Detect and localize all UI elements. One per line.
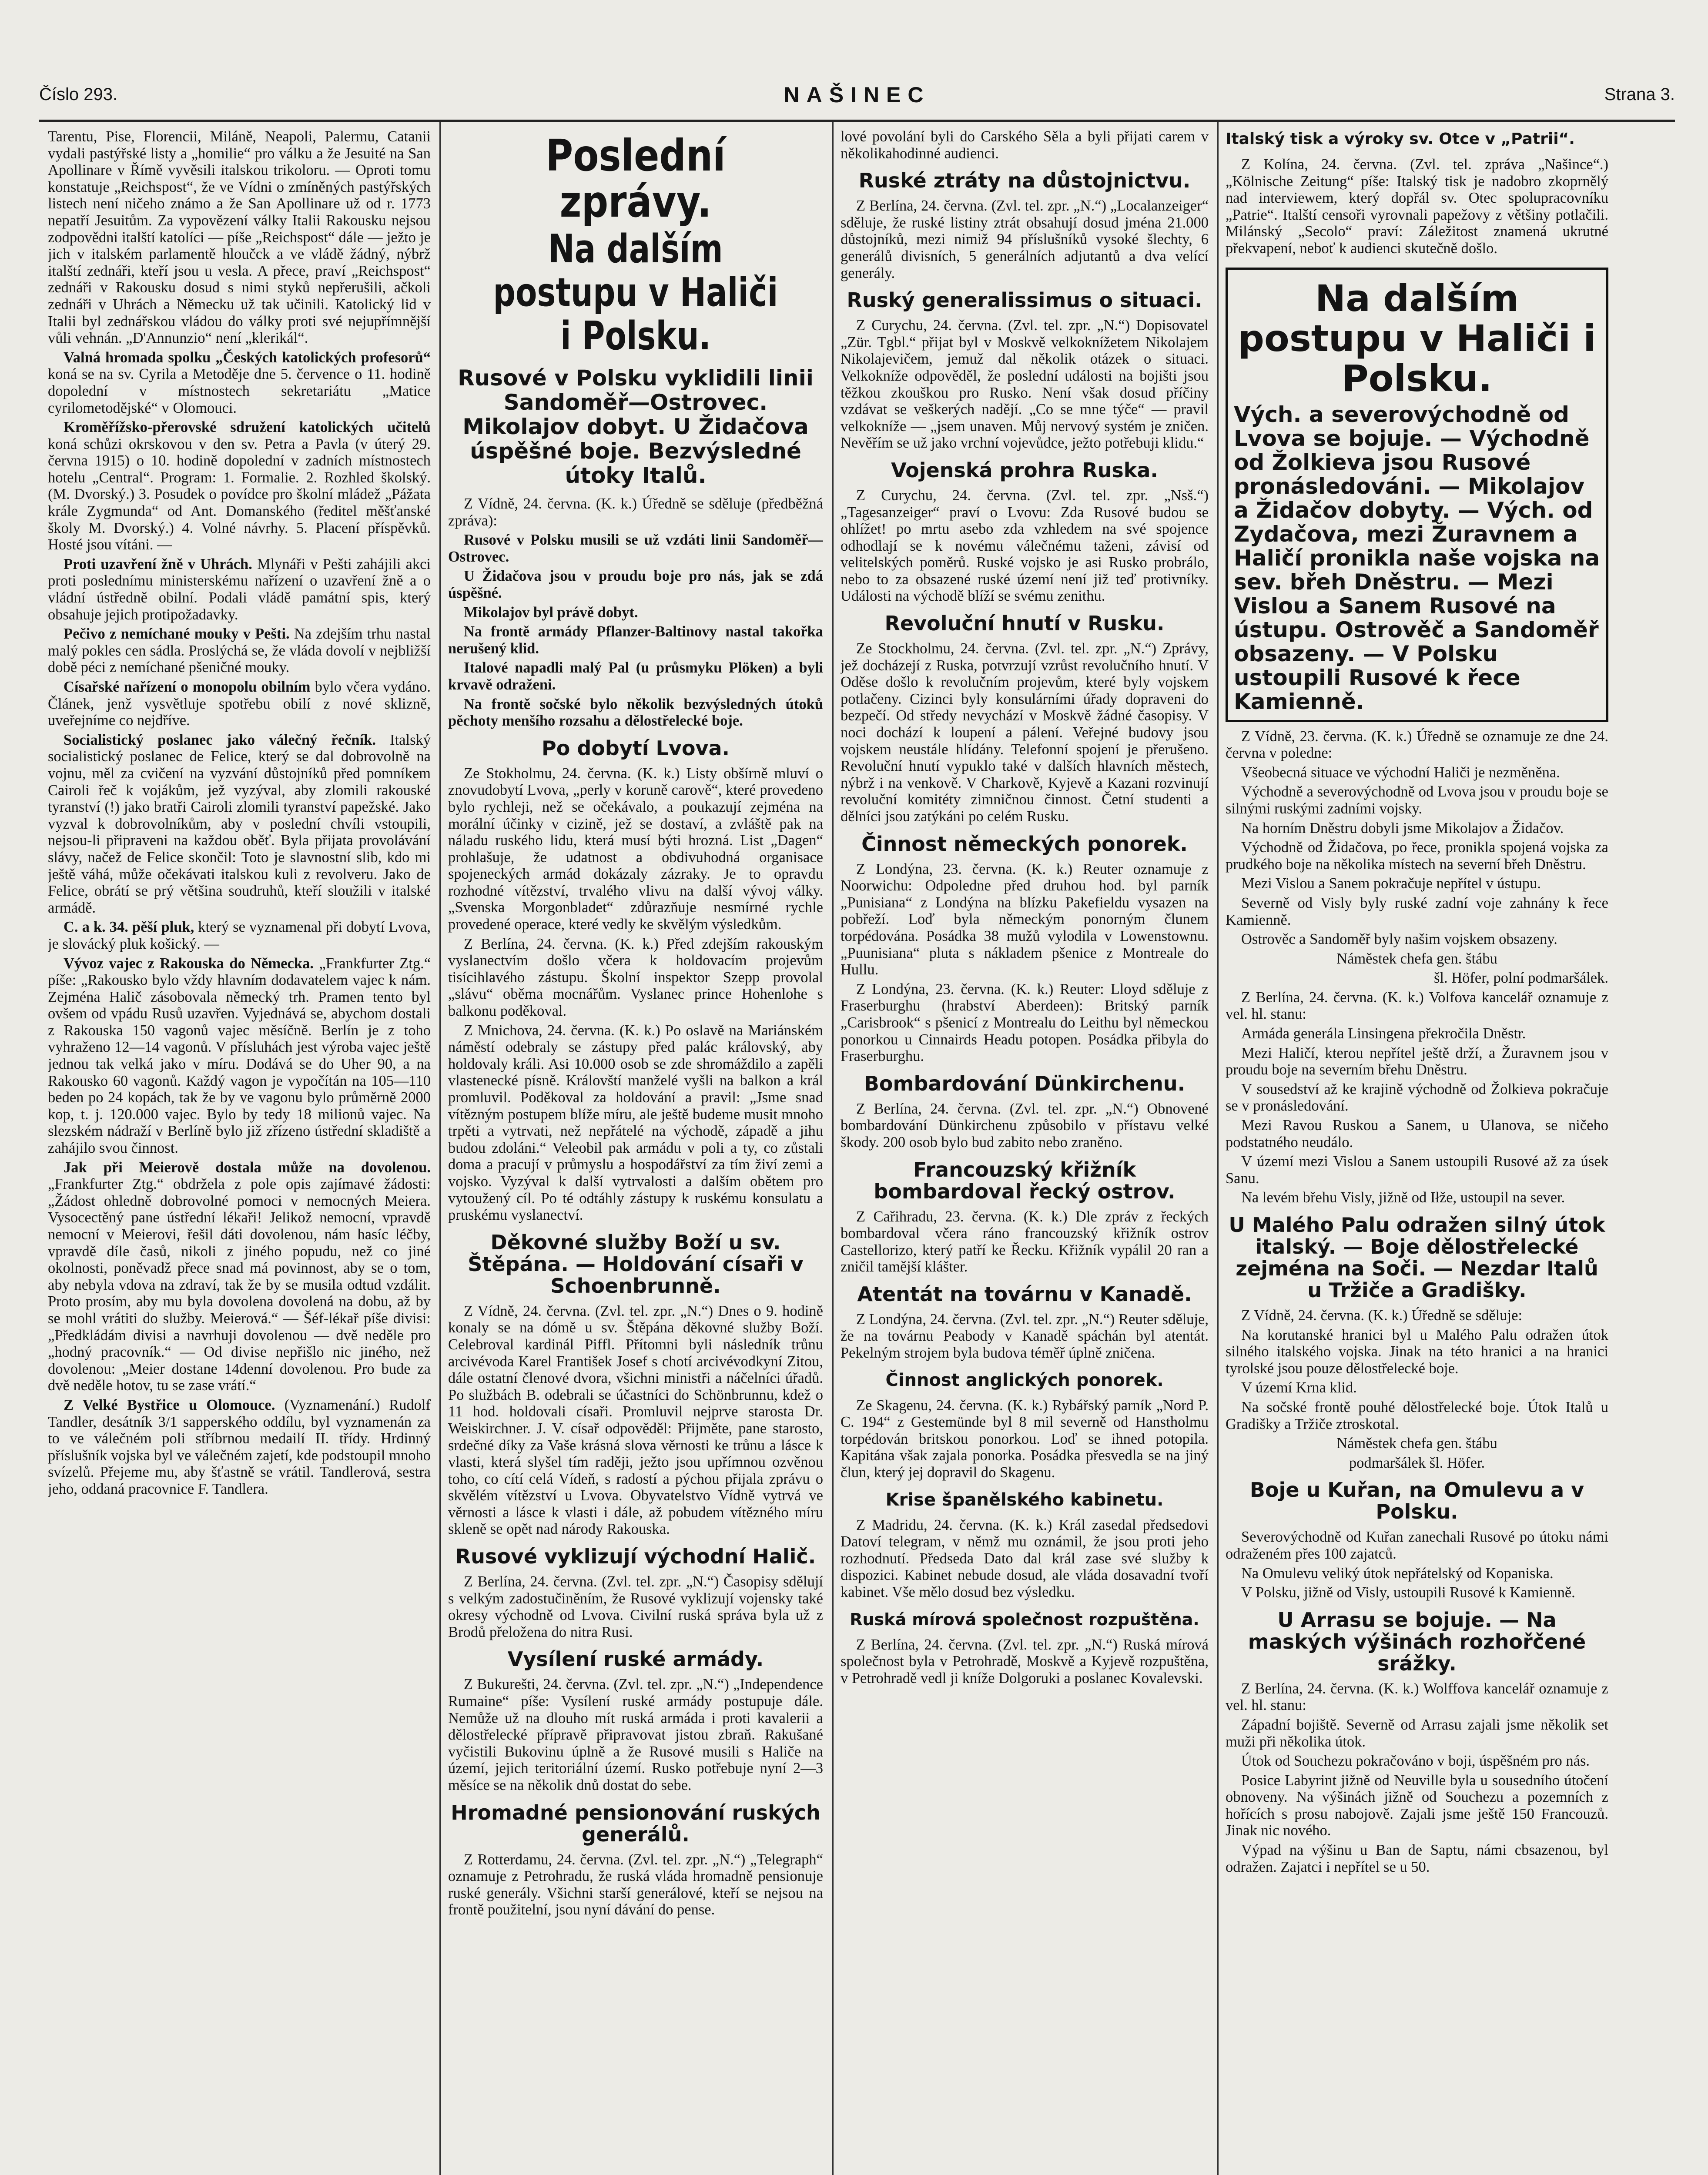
notice-title: Jak při Meierově dostala může na dovolenou. <box>64 1159 431 1176</box>
column-3 <box>841 128 1209 2175</box>
paragraph: Z Cařihradu, 23. června. (K. k.) Dle zpráv z řeckých bombardoval včera ráno francouzský křižník ostrov Castellorizo, který patří ke Řecku. Křižník vypálil 20 ran a zničil tamější klášter. <box>841 1208 1209 1275</box>
paragraph: lové povolání byli do Carského Sěla a byli přijati carem v několikahodinné audienci. <box>841 128 1209 162</box>
article-headline: U Arrasu se bojuje. — Na maských výšinách rozhořčené srážky. <box>1248 1608 1586 1675</box>
paragraph: V sousedství až ke krajině východně od Žolkieva pokračuje se v pronásledování. <box>1226 1081 1608 1114</box>
notice-text: který se vyznamenal při dobytí Lvova, je slovácký pluk košický. — <box>48 919 431 952</box>
notice-title: Socialistický poslanec jako válečný řečník. <box>64 731 376 748</box>
page-number: Číslo 293. <box>39 85 118 104</box>
notice-title: C. a k. 34. pěší pluk, <box>64 919 194 936</box>
article-headline: Vysílení ruské armády. <box>507 1647 764 1671</box>
article-headline: Krise španělského kabinetu. <box>885 1489 1164 1510</box>
paragraph: Z Berlína, 24. června. (Zvl. tel. zpr. „N.“) Ruská mírová společnost byla v Petrohradě, Moskvě a Kyjevě rozpuštěna, v Petrohradě vedl ji kníže Dolgoruki a poslanec Kovalevski. <box>841 1636 1209 1686</box>
paragraph: Z Kolína, 24. června. (Zvl. tel. zpráva „Našince“.) „Kölnische Zeitung“ píše: Italský tisk je nadobro zkoprnělý nad interviewem, který dopřál sv. Otec spolupracovníku „Patrie“. Italští censoři vyrovnali papežovy z většiny potlačili. Milánský „Secolo“ praví: Záležitost znamená ukrutné překvapení, neboť k audienci skutečně došlo. <box>1226 156 1608 257</box>
paragraph: Z Londýna, 23. června. (K. k.) Reuter: Lloyd sděluje z Fraserburghu (hrabství Aberdeen): Britský parník „Carisbrook“ s pšenicí z Montrealu do Leithu byl německou ponorkou u Cinnairds Headu potopen. Posádka přibyla do Fraserburghu. <box>841 980 1209 1065</box>
article-headline: Po dobytí Lvova. <box>542 736 730 760</box>
notice-text: (Vyznamenání.) Rudolf Tandler, desátník 3/1 sapperského oddílu, byl vyznamenán za to ve válečném poli stříbrnou medailí II. třídy. Hrdinný příslušník vojska byl ve válečném zajetí, kde podstoupil mnoho svízelů. Přejeme mu, aby šťastně se vrátil. Tandlerová, sestra jeho, oddaná pracovnice F. Tandlera. <box>48 1396 431 1497</box>
paragraph: Severně od Visly byly ruské zadní voje zahnány k řece Kamienně. <box>1226 894 1608 928</box>
paragraph: Ze Stokholmu, 24. června. (K. k.) Listy obšírně mluví o znovudobytí Lvova, „perly v koruně carově“, které provedeno bylo rychleji, než se očekávalo, a poukazují zejména na morální účinky v cizině, jež se dostaví, a zvláště pak na náladu ruského lidu, která musí býti hrozná. List „Dagen“ prohlašuje, že udatnost a obdivuhodná organisace spojeneckých armád dokázaly zázraky. Je to opravdu rozhodné vítězství, trvalého vlivu na další vývoj války. „Svenska Morgonbladet“ zdůrazňuje nesmírné rychle provedené operace, které vedly ke skvělým výsledkům. <box>448 765 823 933</box>
article-headline: Ruská mírová společnost rozpuštěna. <box>850 1610 1199 1629</box>
notice-text: bylo včera vydáno. Článek, jenž vysvětluje spotřebu obilí z nové sklizně, uveřejníme co nejdříve. <box>48 679 431 729</box>
paragraph: Ze Skagenu, 24. června. (K. k.) Rybářský parník „Nord P. C. 194“ z Gestemünde byl 8 mil severně od Hanstholmu torpédován britskou ponorkou. Loď se ihned potopila. Kapitána však zajala ponorka. Posádka přesvedla se na jiný člun, který jej dopravil do Skagenu. <box>841 1397 1209 1481</box>
paragraph: Z Curychu, 24. června. (Zvl. tel. zpr. „Nsš.“) „Tagesanzeiger“ praví o Lvovu: Zda Rusové budou se ohlížet! po mrtu asebo zda vzhledem na své spojence odhodlají se k novému válečnému taženi, závisí od velitelských poměrů. Ruské vojsko je asi Rusko probrálo, nebo to za obsazené ruské území není již teď protivníky. Události na východě blíží se svému zenithu. <box>841 487 1209 605</box>
paragraph: Na korutanské hranici byl u Malého Palu odražen útok silného italského vojska. Jinak na této hranici a na hranici tyrolské jsou pouze dělostřelecké boje. <box>1226 1326 1608 1377</box>
paragraph: Západní bojiště. Severně od Arrasu zajali jsme několik set muži při několika útok. <box>1226 1716 1608 1750</box>
paragraph: Všeobecná situace ve východní Haliči je nezměněna. <box>1241 764 1560 781</box>
paragraph: Východně a severovýchodně od Lvova jsou v proudu boje se silnými ruskými zadními vojsky. <box>1226 783 1608 817</box>
paragraph: Na frontě armády Pflanzer-Baltinovy nastal takořka nerušený klid. <box>448 623 823 657</box>
notice-text: „Frankfurter Ztg.“ obdržela z pole opis zajímavé žádosti: „Žádost ohledně dobrovolné pomoci v nemocných Meiera. Vysocectěný pane ústřední lékaři! Jelikož nemocní, vpravdě nemocní v Meierovi, řešil dáti dovolenou, nám hasíc léčby, vpravdě díle časů, nikoli z jiného popudu, než co jiné okolnosti, poněvadž přece snad má povinnost, aby se o tom, aby nebyla vdova na zdraví, tak že by se musila odtud vzdálit. Proto prosím, aby mu byla dovolena dovolená na dobu, až by se mohl vrátiti do služby. Meierová.“ — Šéf-lékař píše divisi: „Předkládám divisi a navrhuji dovolenou — dvě neděle pro „hodný pracovník.“ — Od divise nepřišlo nic jiného, než dovolenou: „Meier dostane 14denní dovolenou. Pro bude za dvě neděle hotov, tu se zase vrátí.“ <box>48 1176 431 1394</box>
paragraph: Výpad na výšinu u Ban de Saptu, námi cbsazenou, byl odražen. Zajatci i nepřítel se u 50. <box>1226 1842 1608 1875</box>
page-header <box>39 85 1675 111</box>
article-headline: Francouzský křižník bombardoval řecký ostrov. <box>874 1158 1176 1203</box>
paragraph: Mezi Haličí, kterou nepřítel ještě drží, a Žuravnem jsou v proudu boje na severním břehu Dněstru. <box>1226 1044 1608 1078</box>
signature: Náměstek chefa gen. štábu <box>1336 950 1497 967</box>
notice-title: Vývoz vajec z Rakouska do Německa. <box>64 955 314 972</box>
notice-text: Na zdejším trhu nastal malý pokles cen sádla. Prosl‌ýchá se, že vláda dovolí v nejbližší době péci z nemíchané pšeničné mouky. <box>48 626 431 676</box>
paragraph: Z Curychu, 24. června. (Zvl. tel. zpr. „N.“) Dopisovatel „Zür. Tgbl.“ přijat byl v Moskvě velkoknížetem Nikolajem Nikolajevičem, jemuž dal několik otázek o situaci. Velkokníže odpověděl, že poslední události na bojišti jsou těžkou zkouškou pro Rusko. Není však dosud příčiny vzdávat se veškerých nadějí. „Co se mne týče“ — pravil velkokníže — „jsem unaven. Můj nervový systém je zničen. Nevěřím se už jako vrchní vojevůdce, ježto potřebuji klidu.“ <box>841 317 1209 452</box>
paragraph: Armáda generála Linsingena překročila Dněstr. <box>1241 1025 1526 1042</box>
paragraph: Z Rotterdamu, 24. června. (Zvl. tel. zpr. „N.“) „Telegraph“ oznamuje z Petrohradu, že ruská vláda hromadně pensionuje ruské generály. Všichni starší generálové, kteří se nejsou na frontě použitelní, jsou nyní dávání do pense. <box>448 1851 823 1918</box>
notice-title: Císařské nařízení o monopolu obilním <box>64 679 311 695</box>
notice <box>48 732 431 917</box>
notice-title: Kroměřížsko-přerovské sdružení katolických učitelů <box>64 419 431 436</box>
paragraph: Z Vídně, 24. června. (K. k.) Úředně se sděluje: <box>1241 1307 1523 1324</box>
article-headline: Činnost německých ponorek. <box>861 832 1188 856</box>
paragraph: Z Londýna, 23. června. (K. k.) Reuter oznamuje z Noorwichu: Odpoledne před druhou hod. byl parník „Punisiana“ z Londýna na blízku Pakefieldu vysazen na pobřeží. Loď byla německým ponorným člunem torpédována. Posádka 38 mužů vylodila v Lowenstownu. „Puunisiana“ pluta s nákladem pšenice z Montreale do Hullu. <box>841 860 1209 978</box>
paragraph: Posice Labyrint jižně od Neuville byla u sousedního útočení obnoveny. Na výšinách jižně od Souchezu a pozemních z hořících s prosu nabojově. Zajali jsme ještě 150 Francouzů. Jinak nic nového. <box>1226 1772 1608 1839</box>
paragraph: Z Berlína, 24. června. (Zvl. tel. zpr. „N.“) Časopisy sdělují s velkým zadostučiněním, že Rusové vyklizují vojensky také okresy východně od Lvova. Civilní ruská správa byla už z Brodů přeložena do nitra Rusi. <box>448 1573 823 1640</box>
paragraph: Z Berlína, 24. června. (Zvl. tel. zpr. „N.“) Obnovené bombardování Dünkirchenu způsobilo v přístavu velké škody. 200 osob bylo bud zabito nebo zraněno. <box>841 1100 1209 1151</box>
notice-text: koná se na sv. Cyrila a Metoděje dne 5. července o 11. hodině dopolední v místnostech sekretariátu „Matice cyrilometodějské“ v Olomouci. <box>48 366 431 416</box>
paragraph: Z Bukurešti, 24. června. (Zvl. tel. zpr. „N.“) „Independence Rumaine“ píše: Vysílení ruské armády postupuje dále. Nemůže už na dlouho mít ruská armáda i proti kavalerii a dělostřelecké přípravě připravovat jistou zbraň. Rakušané vyčistili Bukovinu úplně a že Rusové musili s Haliče na území, jejich teritoriální území. Rusko potřebuje nyní 2—3 měsíce se na několik dnů dostat do sebe. <box>448 1676 823 1794</box>
section-title: Poslední zprávy. <box>546 130 726 227</box>
column-divider <box>832 122 834 2175</box>
signature: Náměstek chefa gen. štábu <box>1336 1435 1497 1452</box>
box-lead: Vých. a severovýchodně od Lvova se bojuje. — Východně od Žolkieva jsou Rusové pronásledováni. — Mikolajov a Židačov dobyty. — Vých. od Zydačova, mezi Žuravnem a Haličí pronikla naše vojska na sev. břeh Dněstru. — Mezi Vislou a Sanem Rusové na ústupu. Ostrověč a Sandoměř obsazeny. — V Polsku ustoupili Rusové k řece Kamienně. <box>1234 402 1600 714</box>
paragraph: U Židačova jsou v proudu boje pro nás, jak se zdá úspěšné. <box>448 568 823 601</box>
paragraph: Mezi Ravou Ruskou a Sanem, u Ulanova, se ničeho podstatného neudálo. <box>1226 1117 1608 1151</box>
notice <box>48 349 431 416</box>
notice-title: Z Velké Bystřice u Olomouce. <box>64 1396 275 1413</box>
notice-text: Italský socialistický poslanec de Felice, který se dal dobrovolně na vojnu, měl za cvičení na vyzvání důstojníků před pomníkem Cairoli řeč k vojákům, jež vyzýval, aby zlomili rakouské tyranství (!) jako bratři Cairoli zlomili tyranství papežské. Jako vyzval k dobrovolníkům, aby v poslední chvíli vstoupili, nejsou-li připraveni na každou oběť. Byla přijata provolávání slávy, načež de Felice skončil: Toto je slavnostní slib, kdo mi ještě váhá, může očekávati italskou kuli z revolveru. Jako de Felice, obrátí se prý většina soudruhů, kteří sloužili v italské armádě. <box>48 731 431 916</box>
masthead: NAŠINEC <box>784 83 931 107</box>
paragraph: Italové napadli malý Pal (u průsmyku Plöken) a byli krvavě odraženi. <box>448 659 823 693</box>
article-headline: U Malého Palu odražen silný útok italský. — Boje dělostřelecké zejména na Soči. — Nezdar Italů u Tržiče a Gradišky. <box>1229 1213 1605 1302</box>
column-2 <box>448 128 823 2175</box>
main-headline: Na dalším postupu v Haliči i Polsku. <box>493 226 778 359</box>
paragraph: Severovýchodně od Kuřan zanechali Rusové po útoku námi odraženém přes 100 zajatců. <box>1226 1529 1608 1562</box>
article-headline: Italský tisk a výroky sv. Otce v „Patrii“. <box>1226 130 1575 148</box>
paragraph: Z Vídně, 24. června. (K. k.) Úředně se sděluje (předběžná zpráva): <box>448 495 823 529</box>
notice-title: Valná hromada spolku „Českých katolických profesorů“ <box>64 349 431 366</box>
box-headline: Na dalším postupu v Haliči i Polsku. <box>1238 277 1596 400</box>
paragraph: Z Berlína, 24. června. (Zvl. tel. zpr. „N.“) „Localanzeiger“ sděluje, že ruské listiny ztrát obsahují dosud jména 21.000 důstojníků, mezi nimiž 94 příslušníků vysoké šlechty, 6 generálů divisních, 5 generálních adjutantů a dva velící generály. <box>841 197 1209 281</box>
paragraph: Z Berlína, 24. června. (K. k.) Wolffova kancelář oznamuje z vel. hl. stanu: <box>1226 1680 1608 1714</box>
article-headline: Boje u Kuřan, na Omulevu a v Polsku. <box>1249 1478 1584 1524</box>
notice <box>48 419 431 553</box>
paragraph: Z Berlína, 24. června. (K. k.) Volfova kancelář oznamuje z vel. hl. stanu: <box>1226 989 1608 1023</box>
paragraph: V území mezi Vislou a Sanem ustoupili Rusové až za úsek Sanu. <box>1226 1153 1608 1187</box>
notice <box>48 919 431 952</box>
paragraph: Z Berlína, 24. června. (K. k.) Před zdejším rakouským vyslanectvím došlo včera k holdovacím projevům tisícihlavého zástupu. Školní inspektor Szepp provolal „slávu“ oběma mocnářům. Vyslanec prince Hohenlohe s balkonu poděkoval. <box>448 935 823 1020</box>
paragraph: Východně od Židačova, po řece, pronikla spojená vojska za prudkého boje na několika místech na severní břeh Dněstru. <box>1226 839 1608 873</box>
notice <box>48 1397 431 1498</box>
header-rule <box>39 120 1675 122</box>
paragraph: Mezi Vislou a Sanem pokračuje nepřítel v ústupu. <box>1241 875 1541 892</box>
paragraph: Na Omulevu veliký útok nepřátelský od Kopaniska. <box>1241 1565 1554 1582</box>
notice-text: „Frankfurter Ztg.“ píše: „Rakousko bylo vždy hlavním dodavatelem vajec k nám. Zejména Halič zásobovala německý trh. Pramen tento byl ovšem od vpádu Rusů uzavřen. Vyjednává se, abychom dostali z Rakouska 150 vagonů vajec měsíčně. Berlín je z toho vyhraženo 12—14 vagonů. V přísluhách jest výroba vajec ještě jednou tak velká jako v míru. Dodává se do Uher 90, a na Rakousko 60 vagonů. Každý vagon je vypočítán na 105—110 beden po 24 kopách, tak že by ve vagonu bylo průměrně 2000 kop, t. j. 120.000 vajec. Bylo by tedy 18 milionů vajec. Na slezském nádraží v Berlíně bylo již zřízeno ústřední skladiště a zahájilo svou činnost. <box>48 955 431 1157</box>
main-lead: Rusové v Polsku vyklidili linii Sandoměř—Ostrovec. Mikolajov dobyt. U Židačova úspěšné boje. Bezvýsledné útoky Italů. <box>458 365 814 488</box>
paragraph: Z Mnichova, 24. června. (K. k.) Po oslavě na Mariánském náměstí odebraly se zástupy před palác královský, aby holdovaly králi. Asi 10.000 osob se zde shromáždilo a zapěli vlastenecké písně. Královští manželé vyšli na balkon a král promluvil. Poděkoval za holdování a pravil: „Jsme snad vítězným postupem blíže míru, ale ještě budeme musit mnoho trpěti a vytrvati, než nepřátelé na východě, západě a jihu budou zdoláni.“ Veleobil pak armádu v poli a ty, co zůstali doma a pracují v průmyslu a hospodářství za tím živí zemi a vojsko. Vyzýval k další vytrvalosti a dalším obětem pro vytoužený cíl. Po té odtáhly zástupy k ruskému konsulatu a pruskému vyslanectví. <box>448 1022 823 1224</box>
article-headline: Bombardování Dünkirchenu. <box>864 1071 1186 1095</box>
notice <box>48 955 431 1157</box>
notice <box>48 679 431 729</box>
notice-text: Mlynáři v Pešti zahájili akci proti poslednímu ministerskému nařízení o uzavření žně a o vládní ústředně obilní. Podali vládě památní spis, který obsahuje jejich protipožadavky. <box>48 555 431 623</box>
notice-title: Pečivo z nemíchané mouky v Pešti. <box>64 626 290 642</box>
signature: šl. Höfer, polní podmaršálek. <box>1433 970 1608 987</box>
paragraph: Ze Stockholmu, 24. června. (Zvl. tel. zpr. „N.“) Zprávy, jež docházejí z Ruska, potvrzují vzrůst revolučního hnutí. V Oděse došlo k revolučním projevům, které byly vojskem potlačeny. Cizinci byly konsulárními úřady dopraveni do bezpečí. Od středy nevychází v Moskvě žádné časopisy. V noci dochází k loupení a pálení. Veřejné budovy jsou vojskem neustále hlídány. Telefonní spojení je přerušeno. Revoluční hnutí vypuklo také v dalších hlavních městech, nýbrž i na venkově. V Charkově, Kyjevě a Kazani rozvinují revoluční komitéty zimničnou činnost. Četní studenti a dělníci jsou zatýkáni po celém Rusku. <box>841 640 1209 825</box>
article-headline: Atentát na továrnu v Kanadě. <box>857 1282 1192 1306</box>
notice-title: Proti uzavření žně v Uhrách. <box>64 555 252 572</box>
article-headline: Činnost anglických ponorek. <box>885 1370 1164 1390</box>
notice <box>48 556 431 623</box>
article-headline: Děkovné služby Boží u sv. Štěpána. — Holdování císaři v Schoenbrunně. <box>468 1230 804 1298</box>
paragraph: Z Vídně, 24. června. (Zvl. tel. zpr. „N.“) Dnes o 9. hodině konaly se na dómě u sv. Štěpána děkovné služby Boží. Celebroval kardinál Piffl. Přítomni byli následník trůnu arcivévoda Karel František Josef s chotí arcivévodkyní Zitou, dále ostatní členové dvora, všichni ministři a náčelníci úřadů. Po službách B. odebrali se účastníci do Schönbrunnu, kdež o 11 hod. holdovali císaři. Promluvil nejprve starosta Dr. Weiskirchner. J. V. císař odpověděl: Přijměte, pane starosto, srdečné díky za Vaše krásná slova věrnosti ke trůnu a lásce k vlasti, která slyšel tím raději, ježto jsou upřímnou ozvěnou toho, co cítí celá Vídeň, s radostí a pýchou přijala zprávu o skvělém vítězství u Lvova. Obyvatelstvo Vídně vytrvá ve věrnosti a lásce k vlasti i dále, až pobudem vítězného míru skleně se opět nad národy Rakouska. <box>448 1302 823 1538</box>
headline-box <box>1226 268 1608 722</box>
paragraph: Rusové v Polsku musili se už vzdáti linii Sandoměř—Ostrovec. <box>448 532 823 565</box>
notice <box>48 1159 431 1394</box>
paragraph: Útok od Souchezu pokračováno v boji, úspěšném pro nás. <box>1241 1753 1590 1770</box>
column-divider <box>1217 122 1219 2175</box>
paragraph: Na frontě sočské bylo několik bezvýsledných útoků pěchoty menšího rozsahu a dělostřelecké boje. <box>448 696 823 729</box>
article-headline: Revoluční hnutí v Rusku. <box>884 612 1165 636</box>
article-headline: Ruské ztráty na důstojnictvu. <box>858 169 1191 193</box>
paragraph: Mikolajov byl právě dobyt. <box>464 604 638 621</box>
article-headline: Hromadné pensionování ruských generálů. <box>451 1800 821 1846</box>
article-headline: Vojenská prohra Ruska. <box>891 458 1158 482</box>
signature: podmaršálek šl. Höfer. <box>1349 1454 1485 1471</box>
notice <box>48 626 431 676</box>
paragraph: V území Krna klid. <box>1241 1379 1357 1396</box>
paragraph: Ostrověc a Sandoměř byly našim vojskem obsazeny. <box>1241 931 1557 948</box>
paragraph: Na levém břehu Visly, jižně od Iłže, ustoupil na sever. <box>1241 1189 1565 1206</box>
paragraph: Z Londýna, 24. června. (Zvl. tel. zpr. „N.“) Reuter sděluje, že na továrnu Peabody v Kanadě spáchán byl atentát. Pekelným strojem byla budova téměř úplně zničena. <box>841 1311 1209 1362</box>
notice-text: koná schůzi okrskovou v den sv. Petra a Pavla (v úterý 29. června 1915) o 10. hodině dopolední v zadních místnostech hotelu „Central“. Program: 1. Formalie. 2. Rozhled školský. (M. Dvorský.) 3. Posudek o povídce pro školní mládež „Pážata krále Zygmunda“ od Ant. Domanského (ředitel měšťanské školy M. Dvorský.) 4. Volné návrhy. 5. Placení příspěvků. Hosté jsou vítáni. — <box>48 435 431 553</box>
page-label: Strana 3. <box>1604 85 1675 104</box>
column-divider <box>439 122 441 2175</box>
paragraph: Z Madridu, 24. června. (K. k.) Král zasedal předsedovi Datoví telegram, v němž mu oznámil, že jsou proti jeho rozhodnutí. Předseda Dato dal král zase své služby k dispozici. Kabinet nebude dosud, ale vláda dosavadní tvoří kabinet. Vše mělo dosud bez výsledku. <box>841 1516 1209 1600</box>
column-4 <box>1226 128 1608 2175</box>
article-continuation: Tarentu, Pise, Florencii, Miláně, Neapoli, Palermu, Catanii vydali pastýřské listy a „homilie“ pro válku a že Jesuité na San Apollinare v Římě vyvěsili italskou trikoloru. — Oproti tomu konstatuje „Reichspost“, že ve Vídni o zmíněných pastýřských listech není ničeho známo a že San Apollinare už od r. 1773 nepatří Jesuitům. Za vypovězení války Italii Rakousku nejsou zodpovědni italští katolíci — píše „Reichspost“ dále — ježto je jich v italském parlamentě hloučck a ve vládě žádný, nýbrž italští zednáři, kteří jsou u vesla. A přece, praví „Reichspost“ zednáři v Rakousku dosud s nimi styků nepřerušili, ačkoli zednáři v Uhrách a Německu už tak učinili. Katolický lid v Italii byl zednářskou vládou do války proti své nejupřímnější vůli vehnán. „D'Annunzio“ není „klerikál“. <box>48 128 431 347</box>
paragraph: Na sočské frontě pouhé dělostřelecké boje. Útok Italů u Gradišky a Tržiče ztroskotal. <box>1226 1399 1608 1432</box>
paragraph: V Polsku, jižně od Visly, ustoupili Rusové k Kamienně. <box>1241 1584 1575 1601</box>
article-headline: Rusové vyklizují východní Halič. <box>455 1545 816 1569</box>
paragraph: Na horním Dněstru dobyli jsme Mikolajov a Židačov. <box>1241 820 1564 837</box>
column-1 <box>48 128 431 2175</box>
article-headline: Ruský generalissimus o situaci. <box>847 288 1202 312</box>
paragraph: Z Vídně, 23. června. (K. k.) Úředně se oznamuje ze dne 24. června v poledne: <box>1226 728 1608 762</box>
